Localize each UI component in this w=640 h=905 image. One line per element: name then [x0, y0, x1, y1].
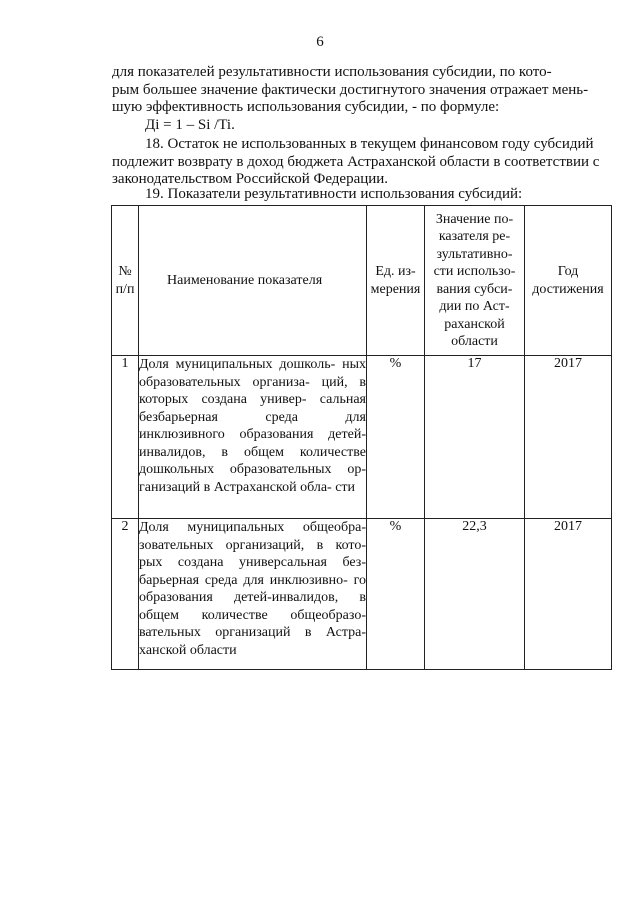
indicators-table	[111, 205, 612, 670]
row-num: 1	[112, 356, 139, 519]
row-name: Доля муниципальных общеобра- зовательных организаций, в кото- рых создана универсальная без- барьерная среда для инклюзивно- го образования детей-инвалидов, в общем количестве общеобразо- вательных организаций в Астра- ханской области	[139, 519, 367, 670]
row-value: 17	[425, 356, 525, 519]
page-number: 6	[316, 34, 324, 50]
row-year: 2017	[525, 519, 612, 670]
intro-line-3: шую эффективность использования субсидии, - по формуле:	[112, 99, 500, 115]
clause-18-line-2: подлежит возврату в доход бюджета Астраханской области в соответствии с	[112, 153, 600, 170]
row-year: 2017	[525, 356, 612, 519]
row-value: 22,3	[425, 519, 525, 670]
header-unit: Ед. из- мерения	[367, 206, 425, 356]
table-header-row	[112, 206, 612, 356]
clause-19	[112, 186, 610, 204]
row-unit: %	[367, 356, 425, 519]
header-name: Наименование показателя	[139, 206, 367, 356]
header-num: № п/п	[112, 206, 139, 356]
row-num: 2	[112, 519, 139, 670]
clause-19-title: 19. Показатели результативности использования субсидий:	[145, 186, 523, 202]
row-unit: %	[367, 519, 425, 670]
clause-18	[112, 136, 610, 189]
clause-18-line-1: 18. Остаток не использованных в текущем финансовом году субсидий	[145, 136, 594, 152]
intro-line-1: для показателей результативности использования субсидии, по кото-	[112, 64, 552, 80]
intro-paragraph	[112, 64, 610, 134]
formula: Дi = 1 – Si /Ti.	[145, 116, 235, 133]
table-row	[112, 356, 612, 519]
row-name: Доля муниципальных дошколь- ных образовательных организа- ций, в которых создана универ- сальная безбарьерная среда для инклюзивного образования детей- инвалидов, в общем количестве дошкольных образовательных ор- ганизаций в Астраханской обла- сти	[139, 356, 367, 519]
intro-line-2: рым большее значение фактически достигнутого значения отражает мень-	[112, 81, 589, 98]
header-year: Год достижения	[525, 206, 612, 356]
header-value: Значение по- казателя ре- зультативно- сти использо- вания субси- дии по Аст- раханской области	[425, 206, 525, 356]
clause-18-line-3: законодательством Российской Федерации.	[112, 171, 389, 187]
table-row	[112, 519, 612, 670]
